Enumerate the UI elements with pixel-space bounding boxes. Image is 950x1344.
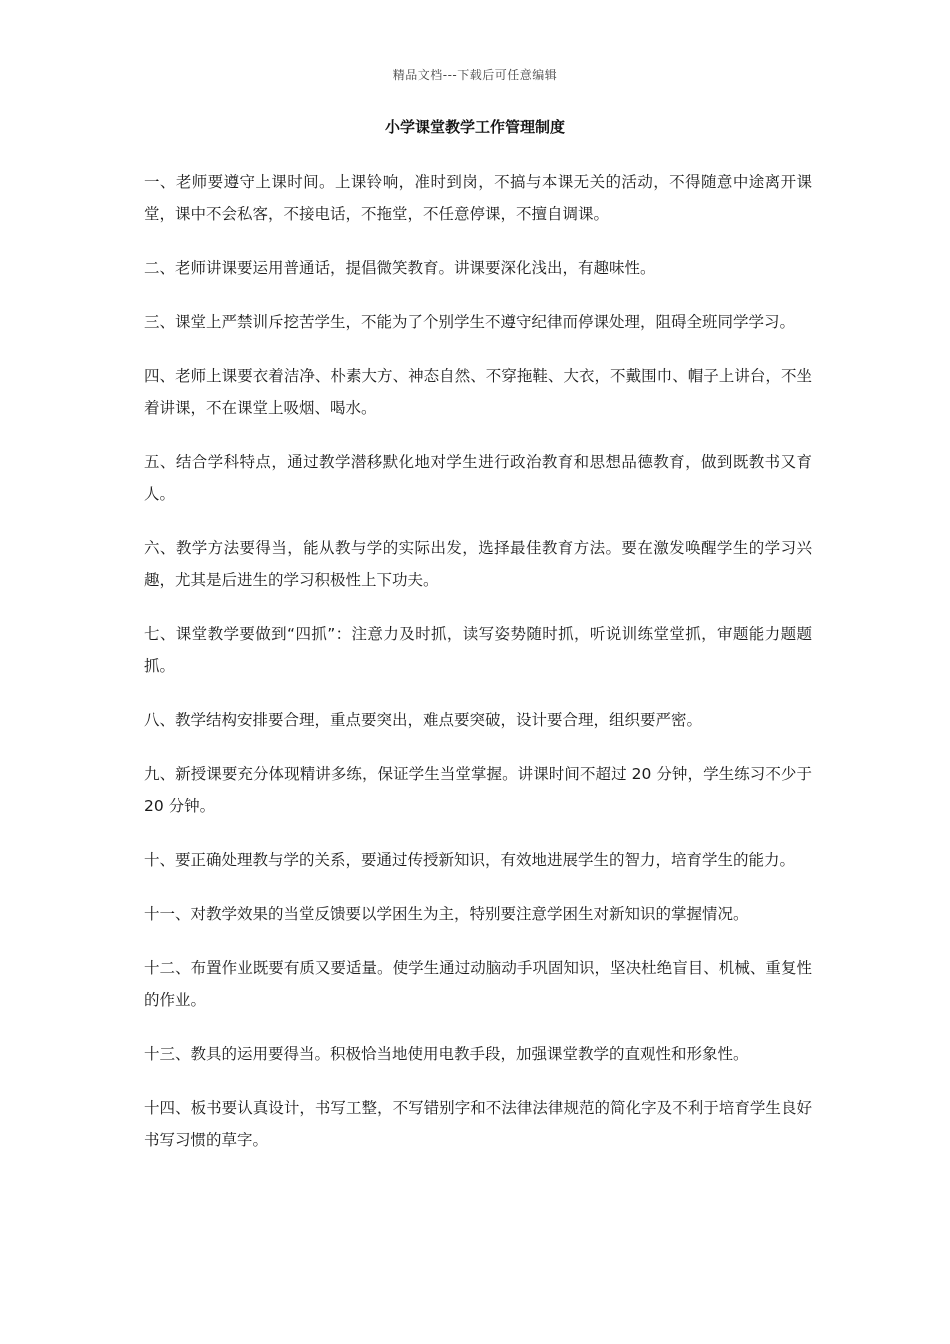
rule-paragraph-7: 七、课堂教学要做到“四抓”：注意力及时抓，读写姿势随时抓，听说训练堂堂抓，审题能力题题抓。 <box>144 625 812 675</box>
rule-paragraph-8: 八、教学结构安排要合理，重点要突出，难点要突破，设计要合理，组织要严密。 <box>144 711 703 729</box>
rule-paragraph-14: 十四、板书要认真设计，书写工整，不写错别字和不法律法律规范的简化字及不利于培育学生良好书写习惯的草字。 <box>144 1099 812 1149</box>
rule-paragraph-12: 十二、布置作业既要有质又要适量。使学生通过动脑动手巩固知识，坚决杜绝盲目、机械、重复性的作业。 <box>144 959 812 1009</box>
document-title: 小学课堂教学工作管理制度 <box>384 118 565 136</box>
rule-paragraph-2: 二、老师讲课要运用普通话，提倡微笑教育。讲课要深化浅出，有趣味性。 <box>144 259 656 277</box>
rule-paragraph-5: 五、结合学科特点，通过教学潜移默化地对学生进行政治教育和思想品德教育，做到既教书又育人。 <box>144 453 812 503</box>
rule-paragraph-11: 十一、对教学效果的当堂反馈要以学困生为主，特别要注意学困生对新知识的掌握情况。 <box>144 905 749 923</box>
rule-paragraph-1: 一、老师要遵守上课时间。上课铃响，准时到岗，不搞与本课无关的活动，不得随意中途离开课堂，课中不会私客，不接电话，不拖堂，不任意停课，不擅自调课。 <box>144 173 812 223</box>
rule-paragraph-9: 九、新授课要充分体现精讲多练，保证学生当堂掌握。讲课时间不超过 20 分钟，学生练习不少于 20 分钟。 <box>144 765 812 815</box>
rule-paragraph-3: 三、课堂上严禁训斥挖苦学生，不能为了个别学生不遵守纪律而停课处理，阻碍全班同学学习。 <box>144 313 796 331</box>
rule-paragraph-6: 六、教学方法要得当，能从教与学的实际出发，选择最佳教育方法。要在激发唤醒学生的学习兴趣，尤其是后进生的学习积极性上下功夫。 <box>144 539 812 589</box>
rule-paragraph-4: 四、老师上课要衣着洁净、朴素大方、神态自然、不穿拖鞋、大衣，不戴围巾、帽子上讲台，不坐着讲课，不在课堂上吸烟、喝水。 <box>144 367 812 417</box>
page-header: 精品文档---下载后可任意编辑 <box>392 68 558 82</box>
document-body <box>144 166 812 1178</box>
rule-paragraph-13: 十三、教具的运用要得当。积极恰当地使用电教手段，加强课堂教学的直观性和形象性。 <box>144 1045 749 1063</box>
rule-paragraph-10: 十、要正确处理教与学的关系，要通过传授新知识，有效地进展学生的智力，培育学生的能力。 <box>144 851 796 869</box>
